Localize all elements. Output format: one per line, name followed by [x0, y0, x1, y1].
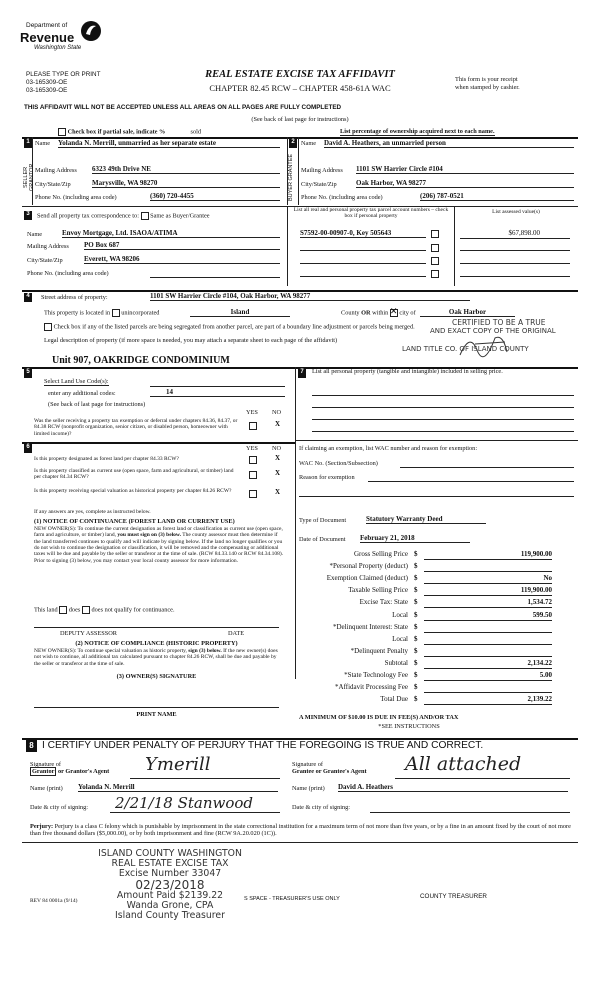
forest-question: Is this property designated as forest land per chapter 84.33 RCW?	[34, 456, 179, 462]
land-does-not-checkbox[interactable]	[82, 606, 90, 614]
tax-row-label: *Personal Property (deduct)	[329, 562, 408, 571]
treasurer-stamp-line6: Wanda Grone, CPA	[126, 900, 214, 912]
tax-row-dollar: $	[414, 695, 418, 704]
section5-yes-header: YES	[246, 409, 258, 416]
seller-address: 6323 49th Drive NE	[92, 165, 280, 174]
doc-date: February 21, 2018	[360, 534, 470, 543]
buyer-city: Oak Harbor, WA 98277	[356, 179, 574, 188]
buyer-address-label: Mailing Address	[301, 167, 343, 174]
land-does-label: does	[68, 606, 81, 614]
notice2-body	[34, 648, 284, 667]
unincorporated-label: unincorporated	[121, 309, 160, 317]
notice1-body	[34, 526, 284, 564]
seller-city-label: City/State/Zip	[35, 181, 71, 188]
corr-city-label: City/State/Zip	[27, 257, 63, 264]
tax-row-label: Taxable Selling Price	[348, 586, 408, 595]
notice2-text-b: sign (3) below.	[188, 648, 222, 654]
corr-name: Envoy Mortgage, Ltd. ISAOA/ATIMA	[62, 229, 280, 238]
section-4-badge: 4	[24, 293, 32, 302]
tax-row-value	[424, 647, 552, 657]
county-row	[341, 306, 416, 317]
stamp-scribble-icon	[455, 330, 515, 360]
seller-name: Yolanda N. Merrill, unmarried as her separate estate	[58, 139, 280, 148]
grantor-date-city: 2/21/18 Stanwood	[115, 794, 254, 812]
dor-logo-icon	[80, 20, 102, 42]
receipt-note1: This form is your receipt	[455, 76, 518, 83]
tax-row-label: Subtotal	[384, 658, 408, 667]
corr-city: Everett, WA 98206	[84, 255, 280, 264]
form-subtitle: CHAPTER 82.45 RCW – CHAPTER 458-61A WAC	[209, 83, 391, 93]
personal-property-label: List all personal property (tangible and intangible) included in selling price.	[312, 368, 503, 375]
section-5-badge: 5	[24, 369, 32, 378]
within-label: within	[372, 309, 389, 317]
section5-no-header: NO	[272, 409, 282, 416]
land-use-code: 14	[150, 388, 285, 397]
tax-row-value: 599.50	[424, 611, 552, 621]
notice1-text-a: NEW OWNER(S): To continue the current designation as forest land or classification as current use (open space, farm and agriculture, or timber) land,	[34, 526, 283, 539]
unincorporated-checkbox[interactable]	[112, 309, 120, 317]
land-does-not-label: does not qualify for continuance.	[91, 606, 175, 614]
perjury-text: Perjury is a class C felony which is punishable by imprisonment in the state correctional institution for a maximum term of not more than five years, or by a fine in an amount fixed by the court of not more than five thousand dollars ($5,000.00), or by both imprisonment and fine (RCW 9A.20.020 (1C)).	[30, 823, 571, 838]
tax-row-label: Total Due	[380, 695, 408, 704]
seller-phone: (360) 720-4455	[150, 192, 280, 201]
see-instructions-note: *SEE INSTRUCTIONS	[378, 723, 440, 730]
tax-row-dollar: $	[414, 646, 418, 655]
grantee-date-city-label: Date & city of signing:	[292, 804, 351, 811]
deputy-assessor-label: DEPUTY ASSESSOR	[60, 630, 117, 637]
section6-yes-header: YES	[246, 445, 258, 452]
tax-row-label: *Delinquent Interest: State	[332, 622, 408, 631]
parcel-personal-checkbox-2[interactable]	[431, 244, 439, 252]
correspondence-label: Send all property tax correspondence to:	[37, 212, 139, 220]
tax-row-value	[424, 623, 552, 633]
tax-row-dollar: $	[414, 550, 418, 558]
tax-row-dollar: $	[414, 683, 418, 692]
section-8-badge: 8	[26, 740, 37, 752]
form-revision: REV 84 0001a (9/14)	[30, 898, 78, 904]
street-label: Street address of property:	[41, 294, 108, 301]
county-name: Island	[190, 308, 290, 317]
exemption-yes-checkbox[interactable]	[249, 422, 257, 430]
segregated-checkbox[interactable]	[44, 323, 52, 331]
doc-type-label: Type of Document	[299, 517, 347, 524]
historic-question: Is this property receiving special valuation as historical property per chapter 84.26 RCW?	[34, 488, 232, 494]
grantee-name-print: David A. Heathers	[338, 783, 568, 792]
grantor-name-print-label: Name (print)	[30, 785, 63, 792]
seller-side-label: SELLER GRANTOR	[23, 163, 35, 191]
legal-description: Unit 907, OAKRIDGE CONDOMINIUM	[52, 355, 230, 366]
grantor-sig-label	[30, 768, 109, 775]
parcel-personal-checkbox-1[interactable]	[431, 230, 439, 238]
notice1-title: (1) NOTICE OF CONTINUANCE (FOREST LAND OR CURRENT USE)	[34, 518, 235, 525]
section5-see-back: (See back of last page for instructions)	[48, 401, 146, 408]
form-code2: 03-165309-OE	[26, 87, 68, 94]
stamp-top-line2: AND EXACT COPY OF THE ORIGINAL	[430, 327, 556, 335]
parcel-value: $67,898.00	[508, 229, 540, 237]
certify-statement: I CERTIFY UNDER PENALTY OF PERJURY THAT THE FOREGOING IS TRUE AND CORRECT.	[42, 740, 484, 751]
dept-line2: Revenue	[20, 30, 75, 45]
historic-yes-checkbox[interactable]	[249, 490, 257, 498]
perjury-label: Perjury:	[30, 823, 54, 830]
grantor-sig-of: Signature of	[30, 761, 61, 768]
county-treasurer-label: COUNTY TREASURER	[420, 893, 487, 900]
partial-sale-row	[58, 128, 201, 136]
tax-row-dollar: $	[414, 586, 418, 595]
or-label: OR	[361, 309, 371, 317]
wac-label: WAC No. (Section/Subsection)	[299, 460, 378, 467]
partial-sale-checkbox[interactable]	[58, 128, 66, 136]
ownership-note: List percentage of ownership acquired next to each name.	[340, 128, 495, 135]
section-7-badge: 7	[298, 369, 306, 378]
buyer-name-label: Name	[301, 140, 317, 147]
tax-row-value: 1,534.72	[424, 598, 552, 608]
grantor-signature: Ymerill	[145, 754, 211, 775]
located-row	[44, 309, 159, 317]
current-use-no-answer: X	[275, 469, 281, 477]
seller-address-label: Mailing Address	[35, 167, 77, 174]
buyer-city-label: City/State/Zip	[301, 181, 337, 188]
section-1-badge: 1	[24, 139, 32, 148]
property-street: 1101 SW Harrier Circle #104, Oak Harbor, WA 98277	[150, 292, 470, 301]
tax-row-dollar: $	[414, 671, 418, 679]
section-6-badge: 6	[24, 444, 32, 453]
county-label: County	[341, 309, 360, 317]
dept-line3: Washington State	[34, 45, 82, 51]
form-code1: 03-165309-OE	[26, 79, 68, 86]
treasurer-use-only: S SPACE - TREASURER'S USE ONLY	[244, 896, 340, 902]
tax-row-label: Local	[392, 634, 408, 643]
buyer-address: 1101 SW Harrier Circle #104	[356, 165, 574, 174]
tax-row-value: No	[424, 574, 552, 584]
this-land-label: This land	[34, 606, 58, 614]
perjury-notice	[30, 823, 575, 837]
tax-row-dollar: $	[414, 598, 418, 607]
current-use-yes-checkbox[interactable]	[249, 471, 257, 479]
treasurer-stamp-amount: Amount Paid $2139.22	[116, 890, 224, 902]
forest-yes-checkbox[interactable]	[249, 456, 257, 464]
current-use-question: Is this property classified as current use (open space, farm and agricultural, or timber) land per chapter 84.34 RCW?	[34, 468, 234, 481]
legal-label: Legal description of property (if more space is needed, you may attach a separate sheet to each page of the affidavit)	[44, 337, 338, 344]
grantee-sig-label: Grantee or Grantee's Agent	[292, 768, 367, 775]
treasurer-stamp-line7: Island County Treasurer	[115, 909, 225, 921]
grantee-sig-of: Signature of	[292, 761, 323, 768]
deputy-date-label: DATE	[228, 630, 245, 637]
tax-row-value	[424, 635, 552, 645]
buyer-side-label: BUYER GRANTEE	[288, 153, 294, 201]
forest-no-answer: X	[275, 454, 281, 462]
tax-row-value	[424, 683, 552, 693]
seller-city: Marysville, WA 98270	[92, 179, 280, 188]
if-yes-instruction: If any answers are yes, complete as instructed below.	[34, 509, 151, 515]
tax-row-dollar: $	[414, 622, 418, 631]
doc-date-label: Date of Document	[299, 536, 346, 543]
dept-line1: Department of	[26, 22, 68, 29]
notice1-text-c: The county assessor must then determine if the land transferred continues to qualify and will indicate by signing below. If the land no longer qualifies or you do not wish to continue the designation or classification, it will be removed and the compensating or additional taxes will be due and payable by the seller or transferor at the time of sale. (RCW 84.33.140 or RCW 84.34.108). Prior to signing (3) below, you may contact your local county assessor for more information.	[34, 532, 284, 564]
tax-row-value: 119,900.00	[424, 550, 552, 560]
segregated-row	[44, 323, 464, 331]
form-title: REAL ESTATE EXCISE TAX AFFIDAVIT	[205, 69, 395, 80]
section6-no-header: NO	[272, 445, 282, 452]
see-back-instructions: (See back of last page for instructions)	[251, 116, 349, 123]
grantor-label: Grantor	[32, 768, 55, 775]
stamp-top-line1: CERTIFIED TO BE A TRUE	[452, 318, 546, 327]
tax-row-dollar: $	[414, 634, 418, 643]
buyer-name: David A. Heathers, an unmarried person	[324, 139, 574, 148]
exemption-no-answer: X	[275, 420, 281, 428]
corr-address: PO Box 687	[84, 241, 280, 250]
land-does-checkbox[interactable]	[59, 606, 67, 614]
receipt-note2: when stamped by cashier.	[455, 84, 520, 91]
tax-row-dollar: $	[414, 574, 418, 583]
tax-row-label: Local	[392, 610, 408, 619]
grantee-name-print-label: Name (print)	[292, 785, 325, 792]
grantor-agent-label: or Grantor's Agent	[57, 768, 110, 775]
located-label: This property is located in	[44, 309, 111, 317]
qualify-row	[34, 606, 175, 614]
tax-row-label: *State Technology Fee	[344, 671, 408, 679]
same-as-buyer-checkbox[interactable]	[141, 212, 149, 220]
grantor-name-print: Yolanda N. Merrill	[78, 783, 278, 792]
corr-address-label: Mailing Address	[27, 243, 69, 250]
owner-signature-label: (3) OWNER(S) SIGNATURE	[116, 673, 197, 680]
treasurer-stamp-line3: Excise Number 33047	[118, 867, 222, 879]
reason-label: Reason for exemption	[299, 474, 355, 481]
tax-row-label: Excise Tax: State	[359, 598, 408, 607]
tax-row-label: Gross Selling Price	[353, 550, 408, 558]
segregated-label: Check box if any of the listed parcels are being segregated from another parcel, are part of a boundary line adjustment or parcels being merged.	[53, 323, 415, 331]
partial-sale-label: Check box if partial sale, indicate %	[67, 128, 166, 136]
city-of-label: city of	[399, 309, 416, 317]
notice2-text-c: If the new owner(s) does not wish to continue, all additional tax calculated pursuant to chapter 84.26 RCW, shall be due and payable by the seller or transferor at the time of sale.	[34, 648, 278, 667]
corr-phone-label: Phone No. (including area code)	[27, 270, 109, 277]
tax-row-value: 2,134.22	[424, 659, 552, 669]
tax-row-label: Exemption Claimed (deduct)	[326, 574, 408, 583]
tax-row-dollar: $	[414, 658, 418, 667]
within-city-checkbox[interactable]: ✕	[389, 306, 398, 316]
doc-type: Statutory Warranty Deed	[366, 515, 486, 524]
property-city: Oak Harbor	[420, 308, 515, 317]
grantor-date-city-label: Date & city of signing:	[30, 804, 89, 811]
treasurer-stamp-date: 02/23/2018	[135, 877, 205, 892]
same-as-buyer-label: Same as Buyer/Grantee	[150, 212, 210, 220]
tax-row-label: *Affidavit Processing Fee	[335, 683, 408, 692]
buyer-phone-label: Phone No. (including area code)	[301, 194, 383, 201]
section-3-badge: 3	[24, 211, 32, 220]
section-2-badge: 2	[289, 139, 297, 148]
land-use-label: Select Land Use Code(s):	[44, 378, 109, 385]
tax-row-value: 2,139.22	[424, 695, 552, 705]
parcel-personal-checkbox-3[interactable]	[431, 257, 439, 265]
corr-name-label: Name	[27, 231, 43, 238]
warning-text: THIS AFFIDAVIT WILL NOT BE ACCEPTED UNLESS ALL AREAS ON ALL PAGES ARE FULLY COMPLETED	[24, 104, 342, 111]
assessed-value-header: List assessed value(s)	[492, 209, 540, 215]
tax-row-label: *Delinquent Penalty	[350, 646, 408, 655]
wac-intro: If claiming an exemption, list WAC number and reason for exemption:	[299, 445, 478, 452]
parcel-personal-checkbox-4[interactable]	[431, 270, 439, 278]
seller-phone-label: Phone No. (including area code)	[35, 194, 117, 201]
tax-row-value	[424, 562, 552, 572]
partial-sale-sold: sold	[190, 128, 202, 136]
parcel-account: S7592-00-00907-0, Key 505643	[300, 229, 426, 238]
minimum-fee-note: A MINIMUM OF $10.00 IS DUE IN FEE(S) AND/OR TAX	[299, 714, 459, 721]
tax-row-value: 119,900.00	[424, 586, 552, 596]
type-or-print: PLEASE TYPE OR PRINT	[26, 71, 101, 78]
parcel-header: List all real and personal property tax parcel account numbers – check box if personal property	[293, 207, 449, 220]
grantee-signature: All attached	[405, 753, 522, 775]
notice2-title: (2) NOTICE OF COMPLIANCE (HISTORIC PROPERTY)	[75, 640, 238, 647]
correspondence-row	[37, 212, 210, 220]
dor-logo	[20, 22, 100, 56]
treasurer-stamp-line1: ISLAND COUNTY WASHINGTON	[98, 848, 242, 859]
buyer-phone: (206) 787-0521	[420, 192, 574, 201]
seller-name-label: Name	[35, 140, 51, 147]
notice1-text-b: you must sign on (3) below.	[117, 532, 181, 539]
exemption-question: Was the seller receiving a property tax exemption or deferral under chapters 84.36, 84.37, or 84.38 RCW (nonprofit organization, senior citizen, or disabled person, homeowner with limited income)?	[34, 418, 238, 437]
print-name-label: PRINT NAME	[136, 711, 177, 718]
tax-row-dollar: $	[414, 610, 418, 619]
historic-no-answer: X	[275, 488, 281, 496]
tax-row-value: 5.00	[424, 671, 552, 681]
treasurer-stamp	[85, 849, 255, 921]
tax-row-dollar: $	[414, 562, 418, 571]
additional-codes-label: enter any additional codes:	[48, 390, 116, 397]
notice2-text-a: NEW OWNER(S): To continue special valuation as historic property,	[34, 648, 187, 654]
treasurer-stamp-line2: REAL ESTATE EXCISE TAX	[111, 857, 229, 869]
stamp-top-line3: LAND TITLE CO. OF ISLAND COUNTY	[402, 345, 529, 354]
